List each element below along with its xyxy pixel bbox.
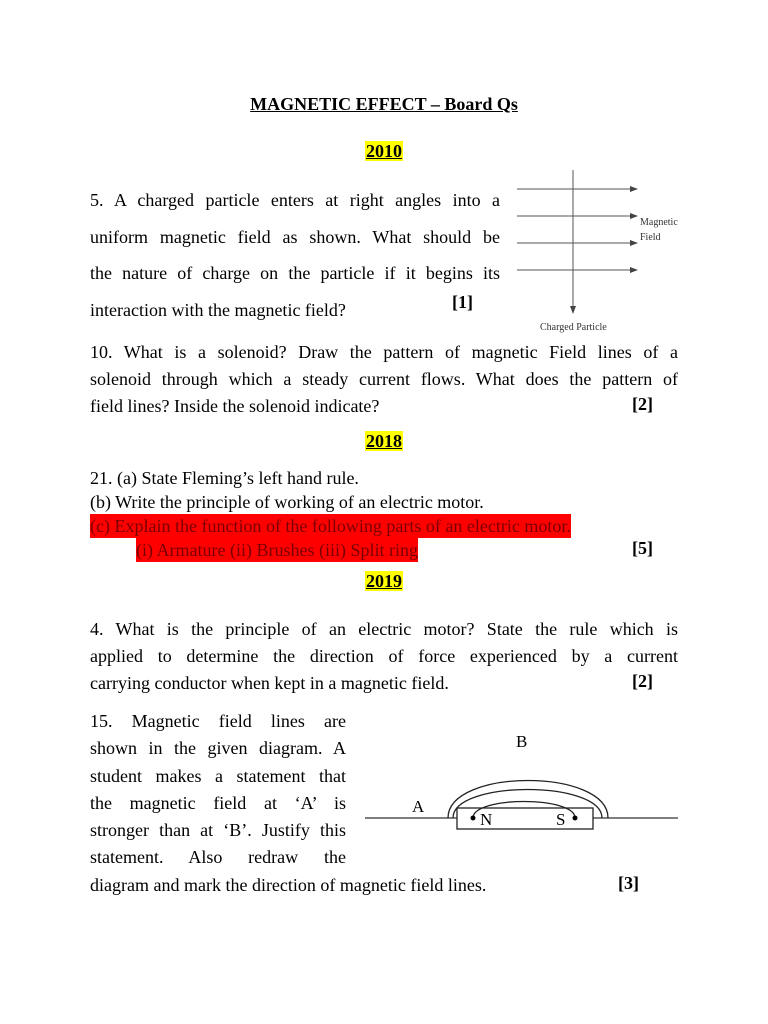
- question-line: stronger than at ‘B’. Justify this: [90, 820, 346, 841]
- question-10: [90, 339, 678, 420]
- question-15: [90, 708, 346, 872]
- label-n: N: [480, 810, 493, 829]
- question-5: [90, 182, 500, 328]
- year-label: 2019: [366, 571, 402, 591]
- magnetic-field-figure: [505, 165, 695, 337]
- label-s: S: [556, 810, 566, 829]
- question-line: applied to determine the direction of force experienced by a current: [90, 646, 678, 666]
- question-line: shown in the given diagram. A: [90, 738, 346, 759]
- north-pole-dot: [471, 816, 476, 821]
- field-label-1: Magnetic: [640, 217, 678, 228]
- question-21c-highlighted: (c) Explain the function of the following parts of an electric motor.: [90, 516, 571, 536]
- question-line: the nature of charge on the particle if it begins its: [90, 263, 500, 283]
- question-4: [90, 616, 678, 697]
- question-line: student makes a statement that: [90, 765, 346, 786]
- question-line: 15. Magnetic field lines are: [90, 711, 346, 731]
- label-a: A: [412, 797, 425, 816]
- year-label: 2018: [366, 431, 402, 451]
- question-line: 4. What is the principle of an electric motor? State the rule which is: [90, 619, 678, 639]
- question-10-marks: [2]: [632, 394, 653, 414]
- year-heading-2019: [0, 571, 768, 592]
- question-21c-parts-highlighted: (i) Armature (ii) Brushes (iii) Split ring: [136, 540, 418, 560]
- question-4-marks: [2]: [632, 671, 653, 691]
- label-b: B: [516, 732, 528, 751]
- question-line: uniform magnetic field as shown. What should be: [90, 226, 500, 247]
- question-line: carrying conductor when kept in a magnetic field.: [90, 673, 449, 693]
- question-15-marks: [3]: [618, 873, 639, 893]
- question-21b: (b) Write the principle of working of an electric motor.: [90, 492, 484, 512]
- year-heading-2018: [0, 431, 768, 452]
- question-line: the magnetic field at ‘A’ is: [90, 792, 346, 813]
- question-line: 10. What is a solenoid? Draw the pattern of magnetic Field lines of a: [90, 342, 678, 362]
- bar-magnet-figure: [360, 728, 680, 840]
- question-15-last-line: diagram and mark the direction of magnetic field lines.: [90, 875, 487, 895]
- question-line: statement. Also redraw the: [90, 847, 346, 868]
- question-line: solenoid through which a steady current flows. What does the pattern of: [90, 369, 678, 389]
- south-pole-dot: [573, 816, 578, 821]
- question-line: interaction with the magnetic field?: [90, 299, 346, 320]
- question-21a: 21. (a) State Fleming’s left hand rule.: [90, 468, 359, 488]
- year-heading-2010: [0, 141, 768, 162]
- year-label: 2010: [366, 141, 402, 161]
- question-line: field lines? Inside the solenoid indicate?: [90, 396, 380, 416]
- question-21-marks: [5]: [632, 538, 653, 558]
- particle-label: Charged Particle: [540, 322, 607, 333]
- question-line: 5. A charged particle enters at right angles into a: [90, 190, 500, 210]
- field-label-2: Field: [640, 232, 661, 243]
- page-title: MAGNETIC EFFECT – Board Qs: [250, 94, 518, 114]
- question-5-marks: [1]: [452, 292, 473, 312]
